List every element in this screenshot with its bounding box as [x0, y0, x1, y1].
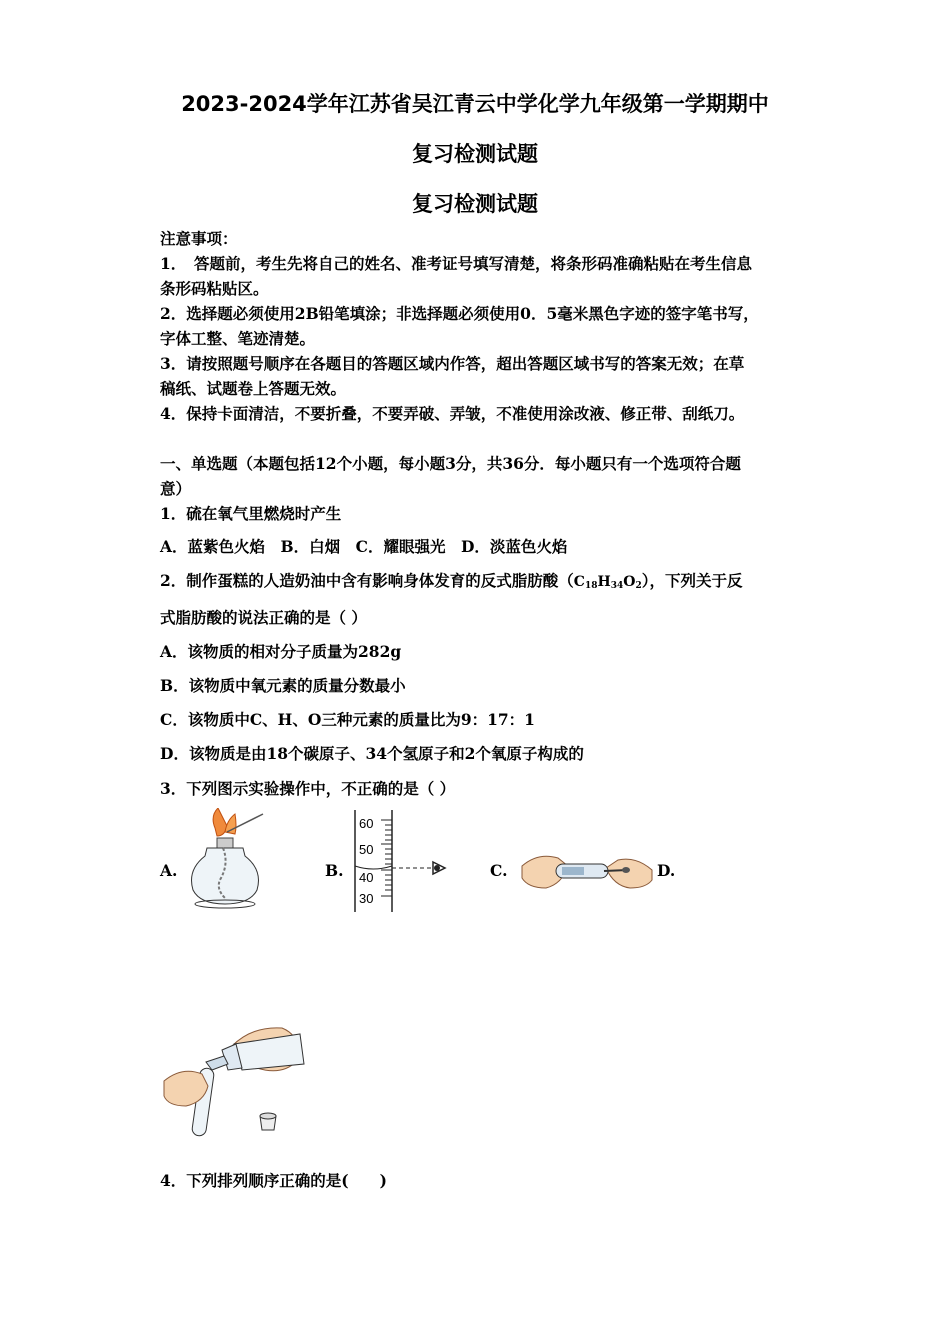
q2-option-d: D．该物质是由18个碳原子、34个氢原子和2个氧原子构成的: [160, 744, 584, 763]
q2-option-b: B．该物质中氧元素的质量分数最小: [160, 676, 406, 695]
q1-options: A．蓝紫色火焰 B．白烟 C．耀眼强光 D．淡蓝色火焰: [160, 537, 568, 556]
doc-title-line3: 复习检测试题: [412, 192, 538, 216]
section-heading-line2: 意）: [160, 479, 192, 498]
graduated-cylinder-illustration: [345, 808, 455, 914]
notice-item3b: 稿纸、试题卷上答题无效。: [160, 379, 347, 398]
alcohol-lamp-illustration: [185, 808, 270, 913]
doc-title-line1: 2023-2024学年江苏省吴江青云中学化学九年级第一学期期中: [181, 92, 769, 116]
q2-stem-line2: 式脂肪酸的说法正确的是（ ）: [160, 608, 367, 627]
test-tube-hands-illustration: [518, 826, 656, 910]
cylinder-tick-50: 50: [359, 842, 374, 857]
doc-title-line2: 复习检测试题: [412, 142, 538, 166]
notice-heading: 注意事项：: [160, 229, 238, 248]
q3-stem: 3．下列图示实验操作中，不正确的是（ ）: [160, 779, 456, 798]
notice-item2a: 2．选择题必须使用2B铅笔填涂；非选择题必须使用0．5毫米黑色字迹的签字笔书写，: [160, 304, 759, 323]
notice-item2b: 字体工整、笔迹清楚。: [160, 329, 316, 348]
q3-label-b: B.: [325, 861, 344, 880]
q3-label-d: D.: [657, 861, 676, 880]
q2-stem-b: ），下列关于反: [641, 571, 743, 590]
cylinder-tick-30: 30: [359, 891, 374, 906]
q2-option-a: A．该物质的相对分子质量为282g: [160, 642, 402, 661]
notice-item1b: 条形码粘贴区。: [160, 279, 269, 298]
cylinder-tick-40: 40: [359, 870, 374, 885]
q4-stem: 4．下列排列顺序正确的是( ): [160, 1171, 387, 1190]
q2-stem-line1: [160, 569, 742, 591]
cylinder-tick-60: 60: [359, 816, 374, 831]
notice-item1a: 1． 答题前，考生先将自己的姓名、准考证号填写清楚，将条形码准确粘贴在考生信息: [160, 254, 753, 273]
q3-label-a: A.: [160, 861, 178, 880]
q2-formula: $C_{18}H_{34}O_2$: [573, 574, 642, 591]
q2-stem-a: 2．制作蛋糕的人造奶油中含有影响身体发育的反式脂肪酸（: [160, 571, 574, 590]
section-heading-line1: 一、单选题（本题包括12个小题，每小题3分，共36分．每小题只有一个选项符合题: [160, 454, 741, 473]
q1-stem: 1．硫在氧气里燃烧时产生: [160, 504, 342, 523]
pouring-reagent-illustration: [162, 1006, 312, 1141]
notice-item4: 4．保持卡面清洁，不要折叠，不要弄破、弄皱，不准使用涂改液、修正带、刮纸刀。: [160, 404, 745, 423]
q3-label-c: C.: [490, 861, 508, 880]
notice-item3a: 3．请按照题号顺序在各题目的答题区域内作答，超出答题区域书写的答案无效；在草: [160, 354, 745, 373]
q2-option-c: C．该物质中C、H、O三种元素的质量比为9：17：1: [160, 710, 535, 729]
